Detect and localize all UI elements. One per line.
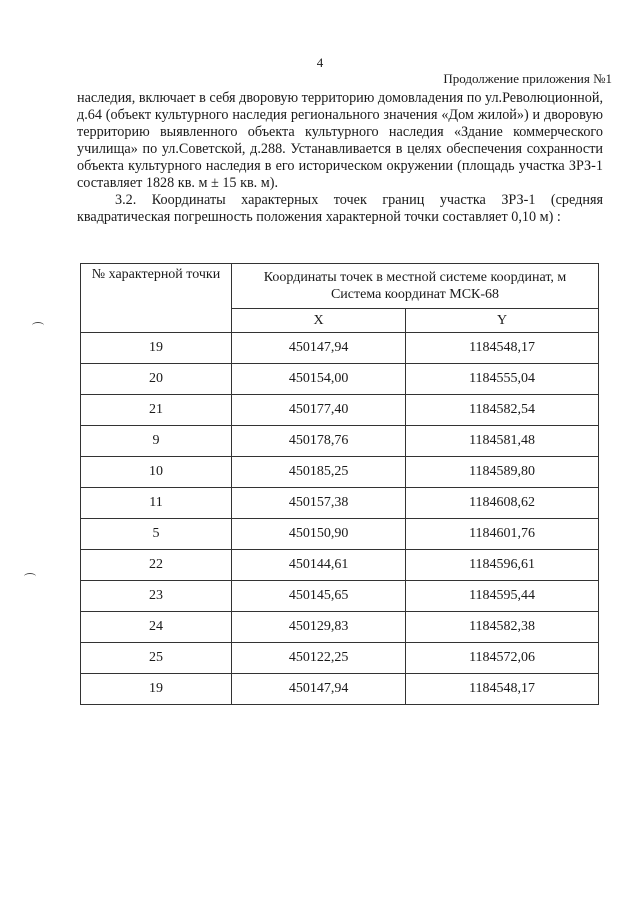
cell-y: 1184601,76 [406, 519, 599, 550]
table-row [81, 488, 599, 519]
table-row [81, 612, 599, 643]
cell-y: 1184582,54 [406, 395, 599, 426]
table-row [81, 395, 599, 426]
cell-y: 1184548,17 [406, 333, 599, 364]
body-text [77, 90, 603, 226]
punch-hole-mark-bottom [24, 573, 36, 580]
paragraph-protection-zone: наследия, включает в себя дворовую территорию домовладения по ул.Революционной, д.64 (объект культурного наследия регионального значения «Дом жилой») и дворовую территорию выявленного объекта культурного наследия «Здание коммерческого училища» по ул.Советской, д.288. Устанавливается в целях обеспечения сохранности объекта культурного наследия в его историческом окружении (площадь участка ЗРЗ-1 составляет 1828 кв. м ± 15 кв. м). [77, 90, 603, 191]
coordinates-table [80, 263, 599, 705]
table-row [81, 550, 599, 581]
cell-x: 450157,38 [232, 488, 406, 519]
cell-y: 1184595,44 [406, 581, 599, 612]
table-row [81, 581, 599, 612]
cell-point: 19 [81, 674, 232, 705]
cell-point: 22 [81, 550, 232, 581]
paragraph-coordinates-intro: 3.2. Координаты характерных точек границ участка ЗРЗ-1 (средняя квадратическая погрешность положения характерной точки составляет 0,10 м) : [77, 192, 603, 225]
cell-x: 450177,40 [232, 395, 406, 426]
cell-y: 1184596,61 [406, 550, 599, 581]
point-number-header: № характерной точки [81, 264, 232, 333]
cell-x: 450185,25 [232, 457, 406, 488]
cell-point: 11 [81, 488, 232, 519]
cell-x: 450145,65 [232, 581, 406, 612]
cell-y: 1184548,17 [406, 674, 599, 705]
table-row [81, 643, 599, 674]
cell-y: 1184589,80 [406, 457, 599, 488]
page-number: 4 [316, 55, 324, 70]
cell-point: 9 [81, 426, 232, 457]
cell-point: 23 [81, 581, 232, 612]
cell-point: 20 [81, 364, 232, 395]
cell-point: 21 [81, 395, 232, 426]
cell-x: 450144,61 [232, 550, 406, 581]
y-column-header: Y [406, 309, 599, 333]
cell-y: 1184581,48 [406, 426, 599, 457]
cell-x: 450150,90 [232, 519, 406, 550]
cell-point: 24 [81, 612, 232, 643]
x-column-header: X [232, 309, 406, 333]
table-row [81, 674, 599, 705]
cell-x: 450154,00 [232, 364, 406, 395]
cell-x: 450122,25 [232, 643, 406, 674]
cell-point: 5 [81, 519, 232, 550]
punch-hole-mark-top [32, 322, 44, 329]
cell-point: 19 [81, 333, 232, 364]
cell-x: 450129,83 [232, 612, 406, 643]
cell-x: 450147,94 [232, 333, 406, 364]
cell-y: 1184582,38 [406, 612, 599, 643]
coordinate-system-header-line2: Система координат МСК-68 [330, 287, 500, 302]
cell-point: 25 [81, 643, 232, 674]
coordinate-system-header-line1: Координаты точек в местной системе координат, м [263, 270, 567, 285]
appendix-note: Продолжение приложения №1 [443, 71, 612, 86]
coordinate-system-header [232, 264, 599, 309]
table-row [81, 364, 599, 395]
cell-x: 450147,94 [232, 674, 406, 705]
cell-y: 1184555,04 [406, 364, 599, 395]
cell-y: 1184572,06 [406, 643, 599, 674]
table-row [81, 333, 599, 364]
cell-y: 1184608,62 [406, 488, 599, 519]
cell-point: 10 [81, 457, 232, 488]
table-row [81, 519, 599, 550]
table-row [81, 426, 599, 457]
table-row [81, 457, 599, 488]
cell-x: 450178,76 [232, 426, 406, 457]
